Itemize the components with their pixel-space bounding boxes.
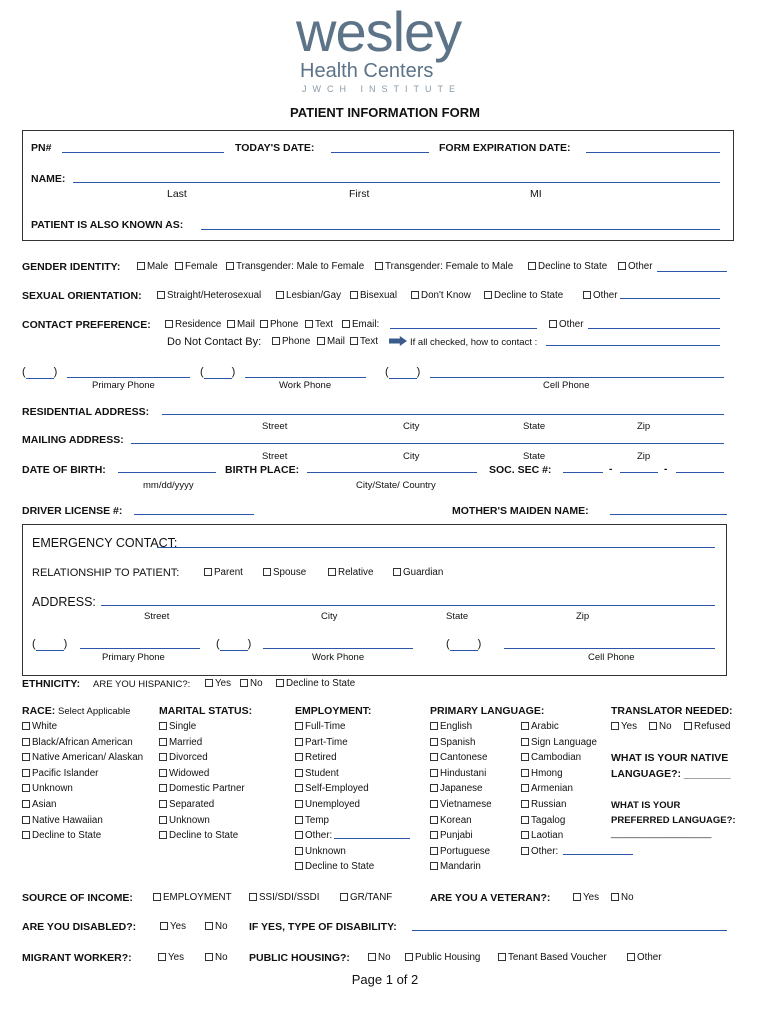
language-option[interactable] bbox=[521, 737, 597, 748]
checkbox-icon[interactable] bbox=[521, 816, 529, 824]
dob-label: DATE OF BIRTH: bbox=[22, 464, 106, 476]
checkbox-icon[interactable] bbox=[22, 800, 30, 808]
language-option[interactable] bbox=[521, 815, 565, 826]
race-option[interactable] bbox=[22, 799, 57, 810]
employment-other-field[interactable] bbox=[334, 838, 410, 839]
if-all-field[interactable] bbox=[546, 345, 720, 346]
language-option-label: Hmong bbox=[531, 767, 563, 779]
checkbox-icon[interactable] bbox=[521, 769, 529, 777]
language-option[interactable] bbox=[430, 768, 486, 779]
migrant-no[interactable]: No bbox=[205, 952, 228, 963]
language-option[interactable] bbox=[521, 752, 581, 763]
income-ssi[interactable]: SSI/SDI/SSDI bbox=[249, 892, 319, 903]
translator-no[interactable]: No bbox=[649, 721, 672, 732]
marital-option[interactable] bbox=[159, 830, 238, 841]
ssn-field-3[interactable] bbox=[676, 472, 724, 473]
gender-mtf[interactable]: Transgender: Male to Female bbox=[226, 261, 364, 272]
language-option-label: Hindustani bbox=[440, 767, 487, 779]
checkbox-icon[interactable] bbox=[521, 753, 529, 761]
contact-other-field[interactable] bbox=[588, 328, 720, 329]
marital-option-label: Unknown bbox=[169, 814, 210, 826]
name-mi: MI bbox=[530, 188, 542, 200]
language-option[interactable] bbox=[430, 861, 481, 872]
name-last: Last bbox=[167, 188, 187, 200]
marital-option-label: Married bbox=[169, 736, 203, 748]
name-label: NAME: bbox=[31, 173, 66, 185]
race-option-label: Native Hawaiian bbox=[32, 814, 103, 826]
form-title: PATIENT INFORMATION FORM bbox=[290, 105, 480, 120]
checkbox-icon[interactable] bbox=[22, 784, 30, 792]
gender-ftm[interactable]: Transgender: Female to Male bbox=[375, 261, 513, 272]
marital-option-label: Separated bbox=[169, 799, 215, 810]
emergency-label: EMERGENCY CONTACT: bbox=[32, 536, 178, 550]
employment-option-label: Self-Employed bbox=[305, 783, 369, 795]
language-option-label: Portuguese bbox=[440, 845, 491, 857]
checkbox-icon[interactable] bbox=[295, 862, 303, 870]
if-all-label: If all checked, how to contact : bbox=[410, 337, 538, 348]
hispanic-decline[interactable]: Decline to State bbox=[276, 678, 355, 689]
pn-label: PN# bbox=[31, 142, 52, 154]
ssn-dash-2: - bbox=[664, 464, 668, 475]
language-option[interactable] bbox=[430, 846, 490, 857]
migrant-label: MIGRANT WORKER?: bbox=[22, 952, 132, 964]
relationship-label: RELATIONSHIP TO PATIENT: bbox=[32, 567, 180, 579]
contact-phone[interactable]: Phone bbox=[260, 319, 298, 330]
disabled-label: ARE YOU DISABLED?: bbox=[22, 921, 137, 933]
marital-option[interactable] bbox=[159, 721, 196, 732]
language-option[interactable] bbox=[521, 830, 563, 841]
race-option-label: Native American/ Alaskan bbox=[32, 752, 144, 764]
checkbox-icon[interactable] bbox=[295, 831, 303, 839]
language-option-label: Russian bbox=[531, 799, 567, 810]
translator-refused[interactable]: Refused bbox=[684, 721, 731, 732]
language-option[interactable] bbox=[430, 815, 472, 826]
race-option-label: Decline to State bbox=[32, 830, 102, 842]
mailing-label: MAILING ADDRESS: bbox=[22, 434, 124, 446]
contact-email[interactable]: Email: bbox=[342, 319, 379, 330]
mail-state: State bbox=[523, 451, 546, 462]
checkbox-icon[interactable] bbox=[22, 722, 30, 730]
marital-option[interactable] bbox=[159, 815, 210, 826]
marital-option-label: Decline to State bbox=[169, 830, 239, 842]
language-option-label: Japanese bbox=[440, 783, 483, 795]
name-first: First bbox=[349, 188, 370, 200]
language-option-label: Vietnamese bbox=[440, 799, 492, 810]
employment-option-label: Unemployed bbox=[305, 799, 361, 810]
em-street: Street bbox=[144, 611, 170, 622]
language-other-field[interactable] bbox=[563, 854, 633, 855]
race-option[interactable] bbox=[22, 830, 101, 841]
mail-zip: Zip bbox=[637, 451, 651, 462]
res-zip: Zip bbox=[637, 421, 651, 432]
checkbox-icon[interactable] bbox=[159, 816, 167, 824]
checkbox-icon[interactable] bbox=[295, 847, 303, 855]
preferred-lang-field[interactable]: ___________________ bbox=[611, 828, 712, 839]
employment-option-label: Full-Time bbox=[305, 721, 346, 732]
marital-option[interactable] bbox=[159, 768, 209, 779]
marital-option[interactable] bbox=[159, 752, 208, 763]
checkbox-icon[interactable] bbox=[22, 738, 30, 746]
employment-option[interactable] bbox=[295, 815, 329, 826]
emergency-field[interactable] bbox=[157, 547, 715, 548]
income-label: SOURCE OF INCOME: bbox=[22, 892, 133, 904]
today-label: TODAY'S DATE: bbox=[235, 142, 315, 154]
em-address-field[interactable] bbox=[101, 605, 715, 606]
housing-other[interactable]: Other bbox=[627, 952, 662, 963]
em-primary-field[interactable] bbox=[80, 648, 200, 649]
race-option[interactable] bbox=[22, 815, 103, 826]
checkbox-icon[interactable] bbox=[430, 784, 438, 792]
checkbox-icon[interactable] bbox=[159, 800, 167, 808]
birth-place-field[interactable] bbox=[307, 472, 477, 473]
race-option[interactable] bbox=[22, 752, 143, 763]
aka-label: PATIENT IS ALSO KNOWN AS: bbox=[31, 219, 184, 231]
marital-option[interactable] bbox=[159, 737, 202, 748]
orientation-bisexual[interactable]: Bisexual bbox=[350, 290, 397, 301]
language-option-label: English bbox=[440, 721, 473, 732]
ethnicity-label: ETHNICITY: bbox=[22, 678, 81, 690]
language-option-label: Tagalog bbox=[531, 814, 566, 826]
language-option-label: Armenian bbox=[531, 783, 573, 795]
logo-jwch: JWCH INSTITUTE bbox=[302, 84, 461, 94]
dob-format: mm/dd/yyyy bbox=[143, 480, 194, 491]
name-field[interactable] bbox=[73, 182, 720, 183]
license-label: DRIVER LICENSE #: bbox=[22, 505, 123, 517]
marital-option-label: Widowed bbox=[169, 767, 210, 779]
dob-field[interactable] bbox=[118, 472, 216, 473]
marital-option-label: Domestic Partner bbox=[169, 783, 245, 795]
language-option[interactable] bbox=[521, 721, 559, 732]
page-number: Page 1 of 2 bbox=[351, 972, 419, 987]
gender-male[interactable]: Male bbox=[137, 261, 168, 272]
birth-place-sub: City/State/ Country bbox=[356, 480, 436, 491]
hispanic-no[interactable]: No bbox=[240, 678, 263, 689]
race-option[interactable] bbox=[22, 783, 73, 794]
disability-type-field[interactable] bbox=[412, 930, 727, 931]
mailing-field[interactable] bbox=[131, 443, 724, 444]
contact-other[interactable]: Other bbox=[549, 319, 584, 330]
checkbox-icon[interactable] bbox=[295, 738, 303, 746]
employment-option[interactable] bbox=[295, 799, 360, 810]
em-primary-area[interactable]: ( ) bbox=[32, 638, 68, 650]
employment-label: EMPLOYMENT: bbox=[295, 705, 372, 717]
hispanic-yes[interactable]: Yes bbox=[205, 678, 231, 689]
income-employment[interactable]: EMPLOYMENT bbox=[153, 892, 232, 903]
housing-label: PUBLIC HOUSING?: bbox=[249, 952, 350, 964]
language-option[interactable] bbox=[430, 721, 472, 732]
language-option-label: Other: bbox=[531, 845, 559, 857]
gender-other-field[interactable] bbox=[657, 271, 727, 272]
disability-type-label: IF YES, TYPE OF DISABILITY: bbox=[249, 921, 397, 933]
em-cell-field[interactable] bbox=[504, 648, 715, 649]
employment-option-label: Unknown bbox=[305, 845, 346, 857]
aka-field[interactable] bbox=[201, 229, 720, 230]
checkbox-icon[interactable] bbox=[430, 862, 438, 870]
dnc-label: Do Not Contact By: bbox=[167, 336, 262, 348]
checkbox-icon[interactable] bbox=[22, 753, 30, 761]
employment-option[interactable] bbox=[295, 721, 345, 732]
housing-public[interactable]: Public Housing bbox=[405, 952, 480, 963]
gender-female[interactable]: Female bbox=[175, 261, 218, 272]
gender-decline[interactable]: Decline to State bbox=[528, 261, 607, 272]
expiration-label: FORM EXPIRATION DATE: bbox=[439, 142, 571, 154]
translator-label: TRANSLATOR NEEDED: bbox=[611, 705, 733, 717]
language-option-label: Laotian bbox=[531, 830, 564, 842]
mail-city: City bbox=[403, 451, 420, 462]
language-option-label: Korean bbox=[440, 814, 472, 826]
checkbox-icon[interactable] bbox=[430, 722, 438, 730]
employment-option-label: Decline to State bbox=[305, 861, 375, 873]
ssn-field-1[interactable] bbox=[563, 472, 603, 473]
contact-label: CONTACT PREFERENCE: bbox=[22, 319, 151, 331]
housing-no[interactable]: No bbox=[368, 952, 391, 963]
orientation-dont-know[interactable]: Don't Know bbox=[411, 290, 471, 301]
race-option-label: Unknown bbox=[32, 783, 73, 795]
language-option[interactable] bbox=[430, 799, 492, 810]
veteran-no[interactable]: No bbox=[611, 892, 634, 903]
em-cell-area[interactable]: ( ) bbox=[446, 638, 482, 650]
marital-option-label: Single bbox=[169, 721, 197, 732]
housing-voucher[interactable]: Tenant Based Voucher bbox=[498, 952, 607, 963]
contact-mail[interactable]: Mail bbox=[227, 319, 255, 330]
orientation-decline[interactable]: Decline to State bbox=[484, 290, 563, 301]
employment-option[interactable] bbox=[295, 783, 369, 794]
primary-phone-label: Primary Phone bbox=[92, 380, 155, 391]
native-lang-label: WHAT IS YOUR NATIVE bbox=[611, 752, 729, 764]
employment-option[interactable] bbox=[295, 861, 374, 872]
em-city: City bbox=[321, 611, 338, 622]
checkbox-icon[interactable] bbox=[521, 847, 529, 855]
veteran-label: ARE YOU A VETERAN?: bbox=[430, 892, 551, 904]
ssn-label: SOC. SEC #: bbox=[489, 464, 552, 476]
pn-field[interactable] bbox=[62, 152, 224, 153]
checkbox-icon[interactable] bbox=[430, 831, 438, 839]
checkbox-icon[interactable] bbox=[295, 784, 303, 792]
race-option-label: White bbox=[32, 721, 58, 732]
cell-phone-label: Cell Phone bbox=[543, 380, 590, 391]
logo-wesley: wesley bbox=[296, 0, 462, 63]
rel-parent[interactable]: Parent bbox=[204, 567, 243, 578]
gender-other[interactable]: Other bbox=[618, 261, 653, 272]
language-option[interactable] bbox=[430, 783, 483, 794]
race-option[interactable] bbox=[22, 721, 57, 732]
mail-street: Street bbox=[262, 451, 288, 462]
checkbox-icon[interactable] bbox=[295, 769, 303, 777]
employment-option-label: Part-Time bbox=[305, 736, 348, 748]
language-option-label: Punjabi bbox=[440, 830, 473, 842]
residential-field[interactable] bbox=[162, 414, 724, 415]
res-city: City bbox=[403, 421, 420, 432]
employment-option[interactable] bbox=[295, 846, 346, 857]
translator-yes[interactable]: Yes bbox=[611, 721, 637, 732]
em-work-field[interactable] bbox=[263, 648, 413, 649]
orientation-gay[interactable]: Lesbian/Gay bbox=[276, 290, 341, 301]
checkbox-icon[interactable] bbox=[430, 800, 438, 808]
work-phone-label: Work Phone bbox=[279, 380, 332, 391]
logo-health-centers: Health Centers bbox=[300, 60, 434, 82]
employment-option[interactable] bbox=[295, 752, 337, 763]
checkbox-icon[interactable] bbox=[521, 800, 529, 808]
race-option-label: Black/African American bbox=[32, 736, 133, 748]
preferred-lang-label: WHAT IS YOUR bbox=[611, 800, 681, 811]
checkbox-icon[interactable] bbox=[159, 784, 167, 792]
language-option[interactable] bbox=[521, 846, 558, 857]
language-option-label: Arabic bbox=[531, 721, 559, 732]
em-address-label: ADDRESS: bbox=[32, 595, 96, 609]
primary-phone-area[interactable]: ( ) bbox=[22, 366, 58, 378]
race-option-label: Pacific Islander bbox=[32, 767, 99, 779]
rel-guardian[interactable]: Guardian bbox=[393, 567, 443, 578]
cell-phone-area[interactable]: ( ) bbox=[385, 366, 421, 378]
checkbox-icon[interactable] bbox=[430, 847, 438, 855]
birth-place-label: BIRTH PLACE: bbox=[225, 464, 300, 476]
orientation-straight[interactable]: Straight/Heterosexual bbox=[157, 290, 261, 301]
marital-label: MARITAL STATUS: bbox=[159, 705, 253, 717]
language-option-label: Spanish bbox=[440, 736, 476, 748]
contact-residence[interactable]: Residence bbox=[165, 319, 221, 330]
expiration-field[interactable] bbox=[586, 152, 720, 153]
language-option[interactable] bbox=[521, 768, 563, 779]
marital-option[interactable] bbox=[159, 783, 245, 794]
disabled-no[interactable]: No bbox=[205, 921, 228, 932]
language-option[interactable] bbox=[521, 799, 566, 810]
today-field[interactable] bbox=[331, 152, 429, 153]
checkbox-icon[interactable] bbox=[521, 784, 529, 792]
contact-email-field[interactable] bbox=[390, 328, 537, 329]
checkbox-icon[interactable] bbox=[22, 831, 30, 839]
preferred-lang-label-2: PREFERRED LANGUAGE?: bbox=[611, 815, 736, 826]
checkbox-icon[interactable] bbox=[521, 722, 529, 730]
work-phone-area[interactable]: ( ) bbox=[200, 366, 236, 378]
checkbox-icon[interactable] bbox=[430, 769, 438, 777]
migrant-yes[interactable]: Yes bbox=[158, 952, 184, 963]
race-label: RACE: Select Applicable bbox=[22, 705, 131, 717]
race-option-label: Asian bbox=[32, 799, 57, 810]
employment-option[interactable] bbox=[295, 830, 332, 841]
checkbox-icon[interactable] bbox=[295, 800, 303, 808]
hispanic-question: ARE YOU HISPANIC?: bbox=[93, 679, 191, 690]
marital-option[interactable] bbox=[159, 799, 214, 810]
em-state: State bbox=[446, 611, 469, 622]
checkbox-icon[interactable] bbox=[295, 722, 303, 730]
employment-option-label: Temp bbox=[305, 814, 329, 826]
checkbox-icon[interactable] bbox=[521, 831, 529, 839]
race-option[interactable] bbox=[22, 737, 133, 748]
language-option-label: Mandarin bbox=[440, 861, 481, 873]
language-option[interactable] bbox=[430, 752, 487, 763]
arrow-icon bbox=[389, 336, 407, 346]
checkbox-icon[interactable] bbox=[159, 769, 167, 777]
employment-option-label: Retired bbox=[305, 752, 337, 764]
checkbox-icon[interactable] bbox=[159, 722, 167, 730]
language-option[interactable] bbox=[430, 830, 473, 841]
em-primary-label: Primary Phone bbox=[102, 652, 165, 663]
checkbox-icon[interactable] bbox=[22, 816, 30, 824]
orientation-other-field[interactable] bbox=[620, 298, 720, 299]
checkbox-icon[interactable] bbox=[430, 738, 438, 746]
checkbox-icon[interactable] bbox=[430, 753, 438, 761]
gender-label: GENDER IDENTITY: bbox=[22, 261, 121, 273]
native-lang-label-2[interactable]: LANGUAGE?: ________ bbox=[611, 768, 731, 780]
checkbox-icon[interactable] bbox=[521, 738, 529, 746]
employment-option-label: Student bbox=[305, 767, 339, 779]
em-work-label: Work Phone bbox=[312, 652, 365, 663]
contact-text[interactable]: Text bbox=[305, 319, 333, 330]
checkbox-icon[interactable] bbox=[295, 753, 303, 761]
rel-spouse[interactable]: Spouse bbox=[263, 567, 306, 578]
ssn-field-2[interactable] bbox=[620, 472, 658, 473]
checkbox-icon[interactable] bbox=[430, 816, 438, 824]
dnc-phone[interactable]: Phone bbox=[272, 336, 310, 347]
res-street: Street bbox=[262, 421, 288, 432]
maiden-label: MOTHER'S MAIDEN NAME: bbox=[452, 505, 589, 517]
checkbox-icon[interactable] bbox=[22, 769, 30, 777]
ssn-dash-1: - bbox=[609, 464, 613, 475]
income-gr[interactable]: GR/TANF bbox=[340, 892, 392, 903]
em-cell-label: Cell Phone bbox=[588, 652, 635, 663]
residential-label: RESIDENTIAL ADDRESS: bbox=[22, 406, 150, 418]
work-phone-field[interactable] bbox=[245, 377, 366, 378]
employment-option-label: Other: bbox=[305, 830, 333, 842]
orientation-other[interactable]: Other bbox=[583, 290, 618, 301]
primary-phone-field[interactable] bbox=[67, 377, 190, 378]
checkbox-icon[interactable] bbox=[159, 831, 167, 839]
checkbox-icon[interactable] bbox=[159, 738, 167, 746]
checkbox-icon[interactable] bbox=[159, 753, 167, 761]
orientation-label: SEXUAL ORIENTATION: bbox=[22, 290, 142, 302]
maiden-field[interactable] bbox=[610, 514, 727, 515]
license-field[interactable] bbox=[134, 514, 254, 515]
language-option-label: Cambodian bbox=[531, 752, 582, 764]
dnc-mail[interactable]: Mail bbox=[317, 336, 345, 347]
rel-relative[interactable]: Relative bbox=[328, 567, 373, 578]
language-option-label: Sign Language bbox=[531, 736, 597, 748]
language-label: PRIMARY LANGUAGE: bbox=[430, 705, 545, 717]
race-option[interactable] bbox=[22, 768, 98, 779]
em-work-area[interactable]: ( ) bbox=[216, 638, 252, 650]
cell-phone-field[interactable] bbox=[430, 377, 724, 378]
em-zip: Zip bbox=[576, 611, 590, 622]
language-option[interactable] bbox=[521, 783, 573, 794]
dnc-text[interactable]: Text bbox=[350, 336, 378, 347]
marital-option-label: Divorced bbox=[169, 752, 208, 764]
res-state: State bbox=[523, 421, 546, 432]
employment-option[interactable] bbox=[295, 737, 348, 748]
veteran-yes[interactable]: Yes bbox=[573, 892, 599, 903]
language-option[interactable] bbox=[430, 737, 475, 748]
employment-option[interactable] bbox=[295, 768, 339, 779]
checkbox-icon[interactable] bbox=[295, 816, 303, 824]
disabled-yes[interactable]: Yes bbox=[160, 921, 186, 932]
language-option-label: Cantonese bbox=[440, 752, 488, 764]
